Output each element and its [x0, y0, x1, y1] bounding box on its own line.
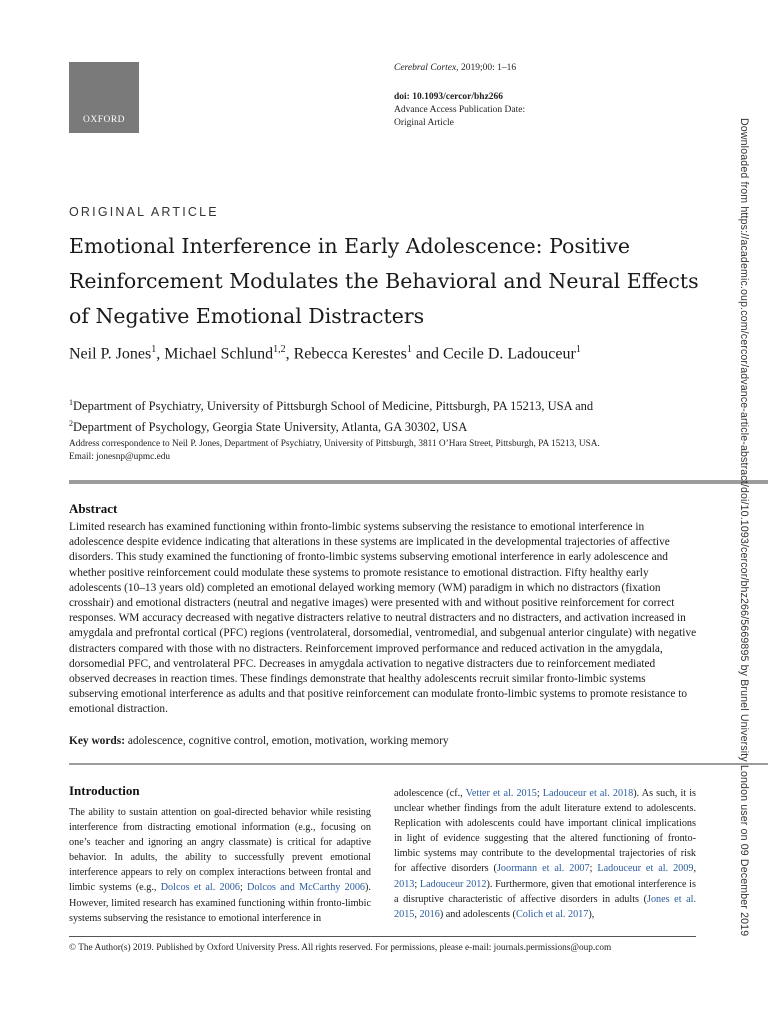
affiliation-number: 1	[69, 398, 73, 407]
paragraph-text: ;	[536, 788, 543, 799]
citation-link[interactable]: Dolcos et al. 2006	[160, 882, 240, 894]
paragraph-text: adolescence (cf.,	[394, 788, 466, 799]
download-watermark	[737, 118, 751, 937]
citation-link[interactable]: 2013	[394, 878, 415, 890]
author-separator: and	[411, 345, 443, 363]
author-name[interactable]: Neil P. Jones	[69, 345, 152, 363]
citation-link[interactable]: Joormann et al. 2007	[496, 863, 590, 875]
article-category: Original Article	[394, 118, 454, 128]
paragraph-text: ). However, limited research has examined functioning within fronto-limbic systems subserving the resistance to emotional interference in	[69, 882, 371, 924]
paragraph-text: ;	[239, 882, 248, 894]
journal-name: Cerebral Cortex,	[394, 63, 459, 73]
affiliations	[69, 394, 709, 436]
citation-link[interactable]: Ladouceur et al. 2018	[542, 788, 634, 799]
access-date: Advance Access Publication Date:	[394, 105, 526, 115]
copyright-footer: © The Author(s) 2019. Published by Oxford University Press. All rights reserved. For permissions, please e-mail: journals.permissions@oup.com	[69, 943, 612, 953]
download-watermark-text: Downloaded from https://academic.oup.com/cercor/advance-article-abstract/doi/10.1093/cercor/bhz266/5669895 by Brunel University London user on 09 December 2019	[738, 118, 750, 937]
author-affiliation-marker: 1,2	[273, 344, 286, 355]
author-name[interactable]: Cecile D. Ladouceur	[442, 345, 576, 363]
article-type-label: ORIGINAL ARTICLE	[69, 205, 219, 219]
author-affiliation-marker: 1	[406, 344, 412, 355]
affiliation-line	[69, 394, 709, 415]
publisher-logo-text: OXFORD	[82, 115, 126, 125]
introduction-paragraph-left	[69, 805, 371, 926]
doi-link[interactable]: doi: 10.1093/cercor/bhz266	[394, 92, 504, 102]
citation-link[interactable]: Vetter et al. 2015	[465, 788, 537, 799]
affiliation-line	[69, 415, 709, 436]
keywords-label: Key words:	[69, 735, 125, 747]
journal-citation	[394, 62, 694, 75]
correspondence-address: Address correspondence to Neil P. Jones, Department of Psychiatry, University of Pittsburgh, 3811 O’Hara Street, Pittsburgh, PA 15213, USA.	[69, 439, 600, 449]
section-divider	[69, 763, 768, 765]
affiliation-text: Department of Psychiatry, University of Pittsburgh School of Medicine, Pittsburgh, PA 15213, USA and	[73, 399, 594, 414]
citation-link[interactable]: Ladouceur 2012	[419, 878, 487, 890]
author-separator: ,	[285, 345, 294, 363]
author-name[interactable]: Rebecca Kerestes	[293, 345, 407, 363]
author-name[interactable]: Michael Schlund	[164, 345, 274, 363]
author-list	[69, 339, 669, 365]
citation-link[interactable]: Jones et al. 2015	[394, 893, 696, 920]
journal-info	[394, 62, 694, 130]
citation-link[interactable]: Colich et al. 2017	[515, 908, 589, 920]
introduction-heading: Introduction	[69, 783, 140, 798]
paragraph-text: ,	[414, 908, 420, 920]
introduction-paragraph-right	[394, 786, 696, 922]
paragraph-text: ;	[414, 878, 420, 890]
author-separator: ,	[156, 345, 165, 363]
journal-volume: 2019;00: 1–16	[458, 63, 517, 73]
article-title: Emotional Interference in Early Adolescence: Positive Reinforcement Modulates the Behavioral and Neural Effects of Negative Emotional Distracters	[69, 234, 699, 328]
correspondence	[69, 438, 709, 463]
abstract-heading: Abstract	[69, 501, 118, 516]
affiliation-number: 2	[69, 419, 73, 429]
body-column-right	[394, 786, 696, 922]
publisher-logo	[69, 62, 139, 133]
paragraph-text: ) and adolescents (	[439, 908, 516, 920]
paragraph-text: ). As such, it is unclear whether findings from the adult literature extend to adolescents. Replication with adolescents could have important clinical implications in light of evidence suggesting that the altered functioning of fronto-limbic systems may contribute to the developmental trajectories of risk for affective disorders (	[394, 788, 696, 875]
footer-divider	[69, 936, 696, 937]
body-column-left	[69, 783, 371, 926]
paragraph-text: ;	[589, 863, 598, 875]
paragraph-text: ,	[693, 863, 696, 875]
section-divider	[69, 480, 768, 484]
affiliation-text: Department of Psychology, Georgia State University, Atlanta, GA 30302, USA	[73, 420, 468, 435]
author-affiliation-marker: 1	[575, 344, 581, 355]
author-affiliation-marker: 1	[151, 344, 157, 355]
abstract-text: Limited research has examined functioning within fronto-limbic systems subserving the resistance to emotional interference in adolescence despite evidence indicating that alterations in these systems are implicated in the developmental trajectories of affective disorders. This study examined the functioning of fronto-limbic systems subserving emotional interference in early adolescence and whether positive reinforcement could modulate these systems to promote resistance to emotional distraction. Fifty healthy early adolescents (10–13 years old) completed an emotional delayed working memory (WM) paradigm in which no distractors (fixation crosshair) and emotional distracters (neutral and negative images) were presented with and without positive reinforcement for correct responses. WM accuracy decreased with negative distracters relative to neutral distracters and no distracters, and activation increased in amygdala and prefrontal cortical (PFC) regions (ventrolateral, dorsomedial, ventromedial, and subgenual anterior cingulate) with negative distracters compared with those with no distracters. Reinforcement improved performance and reduced activation in the amygdala, dorsomedial PFC, and ventrolateral PFC. Decreases in amygdala activation to negative distracters due to reinforcement mediated observed decreases in reaction times. These findings demonstrate that healthy adolescents recruit similar fronto-limbic systems subserving emotional interference as adults and that positive reinforcement can modulate fronto-limbic systems to promote resistance to emotional distraction.	[69, 521, 697, 716]
citation-link[interactable]: Ladouceur et al. 2009	[597, 863, 694, 875]
paragraph-text: The ability to sustain attention on goal-directed behavior while resisting interference from distracting emotional information (e.g., focusing on one’s teacher and ignoring an angry classmate) is critical for adaptive behavior. In adults, the ability to successfully prevent emotional interference appears to rely on complex interactions between frontal and limbic systems (e.g.,	[69, 807, 371, 894]
paragraph-text: ),	[588, 908, 595, 920]
keywords	[69, 734, 697, 749]
paragraph-text: ). Furthermore, given that emotional interference is a disruptive characteristic of affective disorders in adults (	[394, 878, 696, 905]
citation-link[interactable]: Dolcos and McCarthy 2006	[247, 882, 366, 894]
citation-link[interactable]: 2016	[419, 908, 440, 920]
correspondence-email[interactable]: Email: jonesnp@upmc.edu	[69, 451, 170, 462]
keywords-text: adolescence, cognitive control, emotion, motivation, working memory	[125, 735, 449, 747]
